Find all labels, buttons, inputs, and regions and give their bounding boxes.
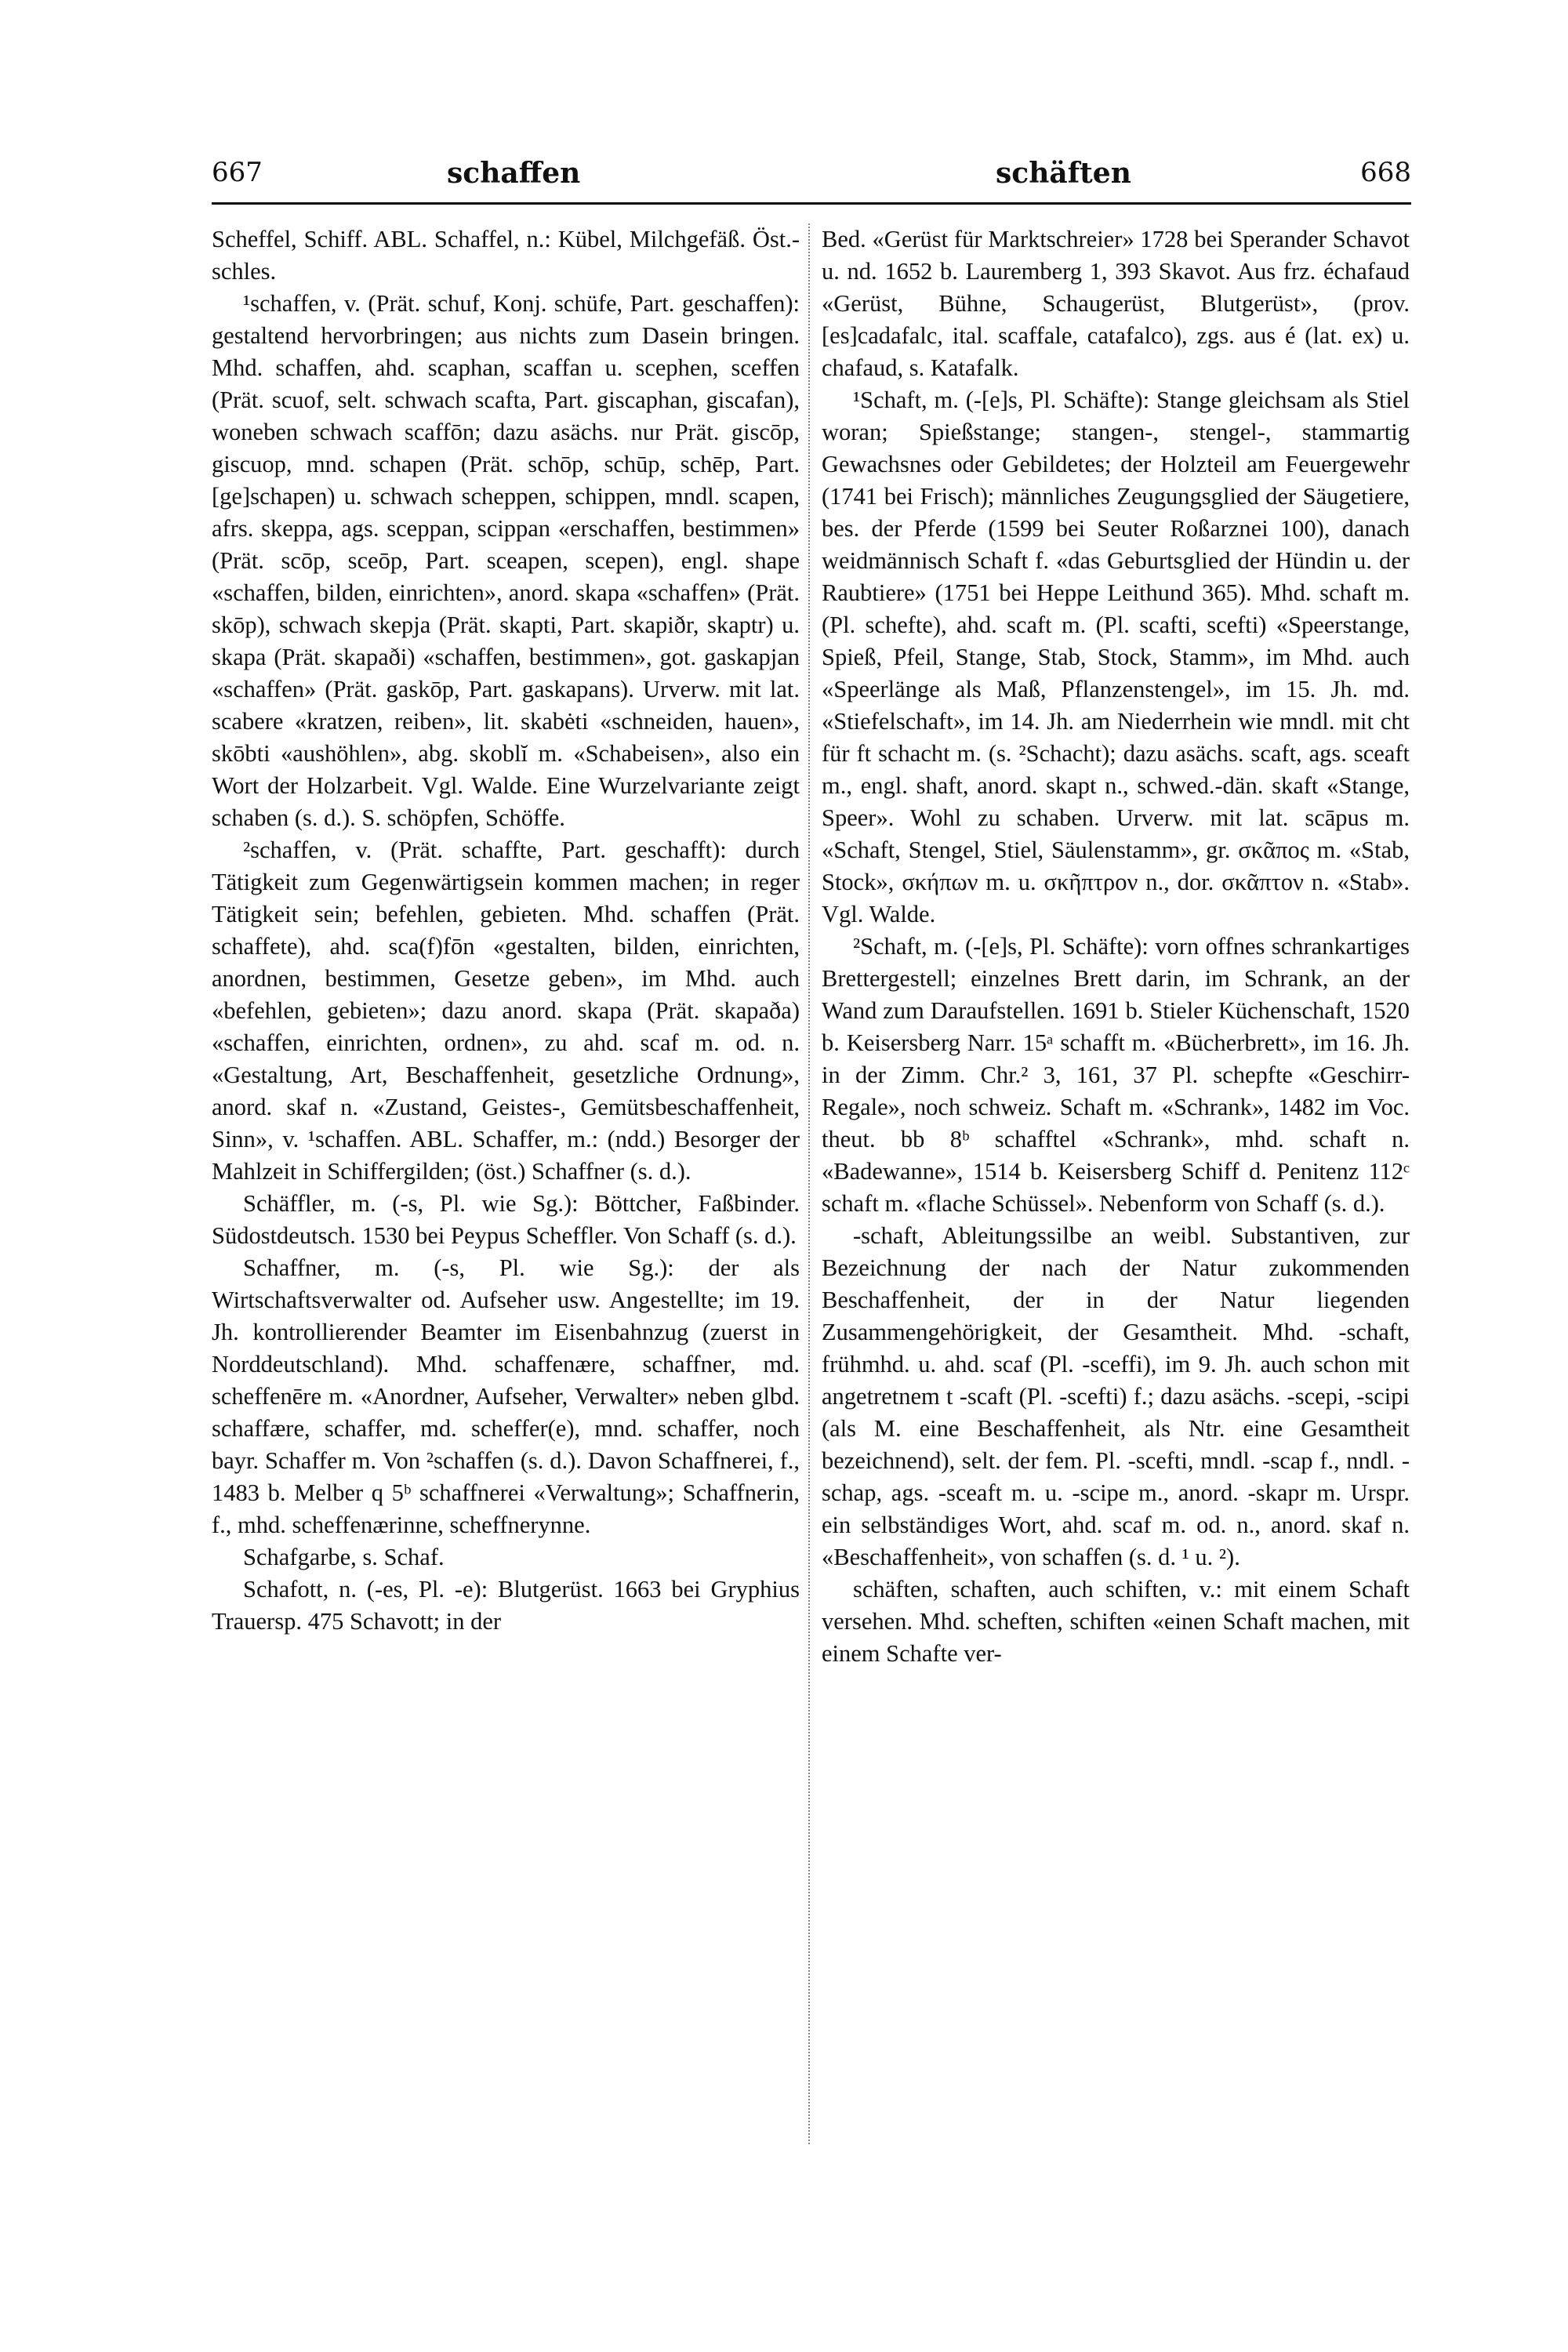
dictionary-entry: Schafgarbe, s. Schaf. [243,1544,445,1570]
dictionary-entry: Schäffler, m. (-s, Pl. wie Sg.): Böttcher, Faßbinder. Südostdeutsch. 1530 bei Peypus Scheffler. Von Schaff (s. d.). [212,1190,800,1249]
page-number-left: 667 [212,157,263,188]
dictionary-entry: ²Schaft, m. (-[e]s, Pl. Schäfte): vorn offnes schrankartiges Brettergestell; einzelnes Brett darin, im Schrank, an der Wand zum Daraufstellen. 1691 b. Stieler Küchenschaft, 1520 b. Keisersberg Narr. 15ᵃ schafft m. «Bücherbrett», im 16. Jh. in der Zimm. Chr.² 3, 161, 37 Pl. schepfte «Geschirr-Regale», noch schweiz. Schaft m. «Schrank», 1482 im Voc. theut. bb 8ᵇ schafftel «Schrank», mhd. schaft n. «Badewanne», 1514 b. Keisersberg Schiff d. Penitenz 112ᶜ schaft m. «flache Schüssel». Nebenform von Schaff (s. d.). [822,933,1410,1217]
dictionary-entry: ¹schaffen, v. (Prät. schuf, Konj. schüfe, Part. geschaffen): gestaltend hervorbringen; aus nichts zum Dasein bringen. Mhd. schaffen, ahd. scaphan, scaffan u. scephen, sceffen (Prät. scuof, selt. schwach scafta, Part. giscaphan, giscafan), woneben schwach scaffōn; dazu asächs. nur Prät. giscōp, giscuop, mnd. schapen (Prät. schōp, schūp, schēp, Part. [ge]schapen) u. schwach scheppen, schippen, mndl. scapen, afrs. skeppa, ags. sceppan, scippan «erschaffen, bestimmen» (Prät. scōp, sceōp, Part. sceapen, scepen), engl. shape «schaffen, bilden, einrichten», anord. skapa «schaffen» (Prät. skōp), schwach skepja (Prät. skapti, Part. skapiðr, skaptr) u. skapa (Prät. skapaði) «schaffen, bestimmen», got. gaskapjan «schaffen» (Prät. gaskōp, Part. gaskapans). Urverw. mit lat. scabere «kratzen, reiben», lit. skabėti «schneiden, hauen», skōbti «aushöhlen», abg. skoblĭ m. «Schabeisen», also ein Wort der Holzarbeit. Vgl. Walde. Eine Wurzelvariante zeigt schaben (s. d.). S. schöpfen, Schöffe. [212,290,800,831]
header-rule [212,202,1411,205]
dictionary-entry: schäften, schaften, auch schiften, v.: mit einem Schaft versehen. Mhd. scheften, schiften «einen Schaft machen, mit einem Schafte ver- [822,1576,1410,1667]
page-header [212,157,1411,204]
dictionary-entry: Schaffner, m. (-s, Pl. wie Sg.): der als Wirtschaftsverwalter od. Aufseher usw. Angestellte; im 19. Jh. kontrollierender Beamter im Eisenbahnzug (zuerst in Norddeutschland). Mhd. schaffenære, schaffner, md. scheffenēre m. «Anordner, Aufseher, Verwalter» neben glbd. schaffære, schaffer, md. scheffer(e), mnd. schaffer, noch bayr. Schaffer m. Von ²schaffen (s. d.). Davon Schaffnerei, f., 1483 b. Melber q 5ᵇ schaffnerei «Verwaltung»; Schaffnerin, f., mhd. scheffenærinne, scheffnerynne. [212,1254,800,1538]
dictionary-entry: Schafott, n. (-es, Pl. -e): Blutgerüst. 1663 bei Gryphius Trauersp. 475 Schavott; in der [212,1576,800,1635]
dictionary-entry: Scheffel, Schiff. ABL. Schaffel, n.: Kübel, Milchgefäß. Öst.-schles. [212,226,800,285]
column-divider [808,223,810,2144]
running-headword-right: schäften [996,157,1131,190]
dictionary-entry: ²schaffen, v. (Prät. schaffte, Part. geschafft): durch Tätigkeit zum Gegenwärtigsein kommen machen; in reger Tätigkeit sein; befehlen, gebieten. Mhd. schaffen (Prät. schaffete), ahd. sca(f)fōn «gestalten, bilden, einrichten, anordnen, bestimmen, Gesetze geben», im Mhd. auch «befehlen, gebieten»; dazu anord. skapa (Prät. skapaða) «schaffen, einrichten, ordnen», zu ahd. scaf m. od. n. «Gestaltung, Art, Beschaffenheit, gesetzliche Ordnung», anord. skaf n. «Zustand, Geistes-, Gemütsbeschaffenheit, Sinn», v. ¹schaffen. ABL. Schaffer, m.: (ndd.) Besorger der Mahlzeit in Schiffergilden; (öst.) Schaffner (s. d.). [212,837,800,1185]
dictionary-entry: ¹Schaft, m. (-[e]s, Pl. Schäfte): Stange gleichsam als Stiel woran; Spießstange; stangen-, stengel-, stammartig Gewachsnes oder Gebildetes; der Holzteil am Feuergewehr (1741 bei Frisch); männliches Zeugungsglied der Säugetiere, bes. der Pferde (1599 bei Seuter Roßarznei 100), danach weidmännisch Schaft f. «das Geburtsglied der Hündin u. der Raubtiere» (1751 bei Heppe Leithund 365). Mhd. schaft m. (Pl. schefte), ahd. scaft m. (Pl. scafti, scefti) «Speerstange, Spieß, Pfeil, Stange, Stab, Stock, Stamm», im Mhd. auch «Speerlänge als Maß, Pflanzenstengel», im 15. Jh. md. «Stiefelschaft», im 14. Jh. am Niederrhein wie mndl. mit cht für ft schacht m. (s. ²Schacht); dazu asächs. scaft, ags. sceaft m., engl. shaft, anord. skapt n., schwed.-dän. skaft «Stange, Speer». Wohl zu schaben. Urverw. mit lat. scāpus m. «Schaft, Stengel, Stiel, Säulenstamm», gr. σκᾶπος m. «Stab, Stock», σκήπων m. u. σκῆπτρον n., dor. σκᾶπτον n. «Stab». Vgl. Walde. [822,387,1410,927]
left-column [212,223,800,1638]
dictionary-entry: -schaft, Ableitungssilbe an weibl. Substantiven, zur Bezeichnung der nach der Natur zukommenden Beschaffenheit, der in der Natur liegenden Zusammengehörigkeit, der Gesamtheit. Mhd. -schaft, frühmhd. u. ahd. scaf (Pl. -sceffi), im 9. Jh. auch schon mit angetretnem t -scaft (Pl. -scefti) f.; dazu asächs. -scepi, -scipi (als M. eine Beschaffenheit, als Ntr. eine Gesamtheit bezeichnend), selt. der fem. Pl. -scefti, mndl. -scap f., nndl. -schap, ags. -sceaft m. u. -scipe m., anord. -skapr m. Urspr. ein selbständiges Wort, ahd. scaf m. od. n., anord. skaf n. «Beschaffenheit», von schaffen (s. d. ¹ u. ²). [822,1222,1410,1570]
right-column [822,223,1410,1670]
page-number-right: 668 [1360,157,1411,188]
dictionary-entry: Bed. «Gerüst für Marktschreier» 1728 bei Sperander Schavot u. nd. 1652 b. Lauremberg 1, 393 Skavot. Aus frz. échafaud «Gerüst, Bühne, Schaugerüst, Blutgerüst», (prov. [es]cadafalc, ital. scaffale, catafalco), zgs. aus é (lat. ex) u. chafaud, s. Katafalk. [822,226,1410,381]
running-headword-left: schaffen [447,157,581,190]
